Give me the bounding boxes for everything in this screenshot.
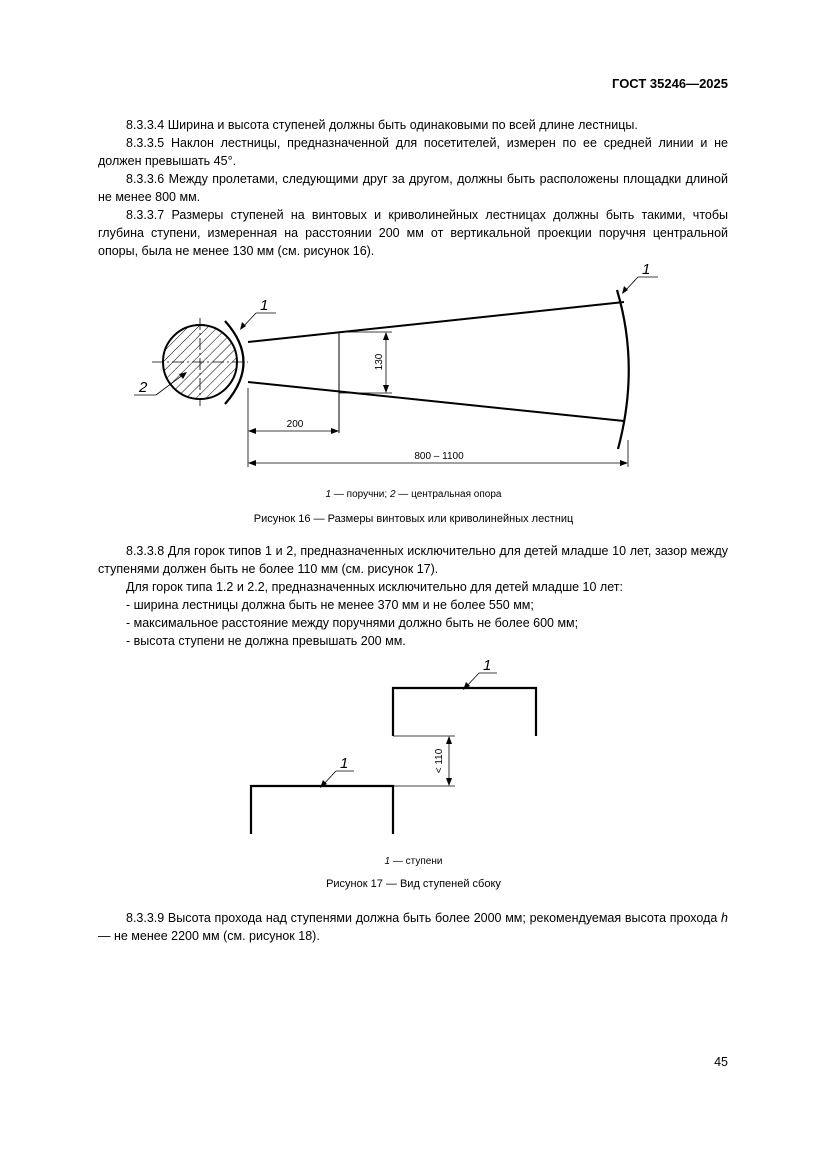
- figure-17-caption: Рисунок 17 — Вид ступеней сбоку: [326, 878, 501, 890]
- upper-step-outline: [393, 688, 536, 736]
- section-8-3-3-9: [98, 909, 728, 945]
- figure-16-key-text1: — поручни;: [331, 489, 390, 500]
- list-item-handrail-distance: - максимальное расстояние между поручнями должно быть не более 600 мм;: [126, 616, 579, 630]
- callout-1-right-label: 1: [642, 261, 651, 278]
- dim-200-label: 200: [286, 419, 304, 430]
- callout-2-label: 2: [139, 379, 148, 396]
- paragraph-8-3-3-6: 8.3.3.6 Между пролетами, следующими друг за другом, должны быть расположены площадки длиной не менее 800 мм.: [98, 172, 728, 204]
- list-item-step-height: - высота ступени не должна превышать 200 мм.: [126, 634, 406, 648]
- figure-17-key-text: — ступени: [390, 856, 443, 867]
- list-item-width: - ширина лестницы должна быть не менее 370 мм и не более 550 мм;: [126, 598, 534, 612]
- dim-110-arrow-bottom: [446, 778, 452, 786]
- figure-16-key-num1: 1: [325, 489, 332, 500]
- figure-16-key-num2: 2: [389, 489, 396, 500]
- paragraph-8-3-3-7: 8.3.3.7 Размеры ступеней на винтовых и криволинейных лестницах должны быть такими, чтобы глубина ступени, измеренная на расстоянии 200 мм от вертикальной проекции поручня центральной опоры, была не менее 130 мм (см. рисунок 16).: [98, 208, 728, 258]
- paragraph-slide-types: Для горок типа 1.2 и 2.2, предназначенных исключительно для детей младше 10 лет:: [126, 580, 623, 594]
- callout-upper-label: 1: [483, 657, 492, 674]
- lower-step-outline: [251, 786, 393, 834]
- passage-height-symbol: h: [721, 911, 728, 925]
- paragraph-8-3-3-9: [98, 909, 728, 945]
- paragraph-8-3-3-4: 8.3.3.4 Ширина и высота ступеней должны быть одинаковыми по всей длине лестницы.: [126, 118, 638, 132]
- dim-130-label: 130: [374, 353, 385, 371]
- callout-1-left-label: 1: [260, 297, 269, 314]
- paragraph-8-3-3-8: 8.3.3.8 Для горок типов 1 и 2, предназначенных исключительно для детей младше 10 лет, зазор между ступенями должен быть не более 110 мм (см. рисунок 17).: [98, 544, 728, 576]
- figure-17-key-num: 1: [384, 856, 391, 867]
- paragraph-8-3-3-9-part-a: 8.3.3.9 Высота прохода над ступенями должна быть более 2000 мм; рекомендуемая высота прохода: [126, 911, 722, 925]
- dim-110-label: < 110: [434, 748, 445, 774]
- figure-16-caption: Рисунок 16 — Размеры винтовых или криволинейных лестниц: [253, 513, 574, 525]
- dim-110-arrow-top: [446, 736, 452, 744]
- paragraph-8-3-3-9-part-b: — не менее 2200 мм (см. рисунок 18).: [98, 929, 320, 943]
- dim-800-1100-label: 800 – 1100: [414, 451, 464, 462]
- figure-16-key-text2: — центральная опора: [395, 489, 502, 500]
- document-code: ГОСТ 35246—2025: [612, 76, 728, 91]
- paragraph-8-3-3-5: 8.3.3.5 Наклон лестницы, предназначенной для посетителей, измерен по ее средней линии и не должен превышать 45°.: [98, 136, 728, 168]
- callout-lower-label: 1: [340, 755, 349, 772]
- page-number: 45: [714, 1055, 728, 1069]
- figure-17-key: [0, 856, 827, 867]
